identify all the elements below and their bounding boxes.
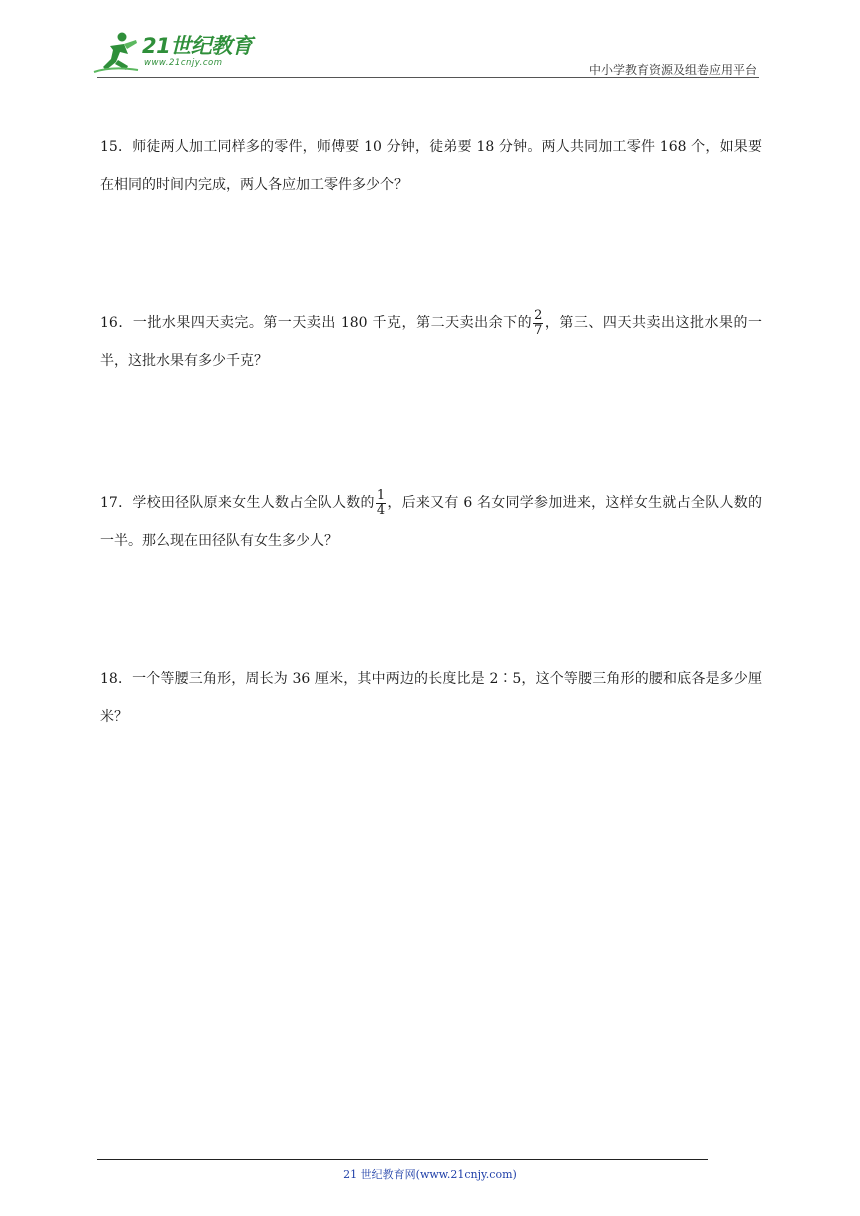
fraction-one-quarter — [376, 489, 386, 518]
question-text-before: 一批水果四天卖完。第一天卖出 180 千克，第二天卖出余下的 — [132, 315, 533, 331]
question-number: 15． — [100, 139, 133, 155]
footer-divider — [97, 1159, 708, 1160]
fraction-two-sevenths — [533, 309, 543, 338]
question-16 — [100, 304, 762, 380]
question-18 — [100, 660, 762, 736]
runner-logo-icon — [92, 30, 140, 76]
logo-title: 21世纪教育 — [142, 34, 253, 58]
question-number: 17． — [100, 495, 133, 511]
question-number: 16． — [100, 315, 133, 331]
fraction-denominator: 4 — [376, 502, 386, 518]
question-text-after: ，第三、四天共卖出这批水果的一半，这批水果有多少千克？ — [100, 315, 762, 369]
footer-link[interactable]: 21 世纪教育网(www.21cnjy.com) — [343, 1168, 517, 1181]
fraction-denominator: 7 — [534, 322, 543, 338]
question-text: 一个等腰三角形，周长为 36 厘米，其中两边的长度比是 2∶5，这个等腰三角形的腰和底各是多少厘米？ — [100, 671, 762, 725]
page-header — [0, 0, 860, 80]
question-15 — [100, 128, 762, 204]
logo — [92, 30, 262, 78]
fraction-numerator: 2 — [534, 307, 543, 323]
question-text-before: 学校田径队原来女生人数占全队人数的 — [132, 495, 375, 511]
question-number: 18． — [100, 671, 133, 687]
question-17 — [100, 484, 762, 560]
question-text: 师徒两人加工同样多的零件，师傅要 10 分钟，徒弟要 18 分钟。两人共同加工零件 168 个，如果要在相同的时间内完成，两人各应加工零件多少个？ — [100, 139, 762, 193]
fraction-numerator: 1 — [376, 487, 386, 503]
logo-url: www.21cnjy.com — [144, 58, 223, 68]
platform-label: 中小学教育资源及组卷应用平台 — [588, 63, 757, 77]
question-text-after: ，后来又有 6 名女同学参加进来，这样女生就占全队人数的一半。那么现在田径队有女生多少人？ — [100, 495, 762, 549]
header-divider — [97, 77, 759, 78]
